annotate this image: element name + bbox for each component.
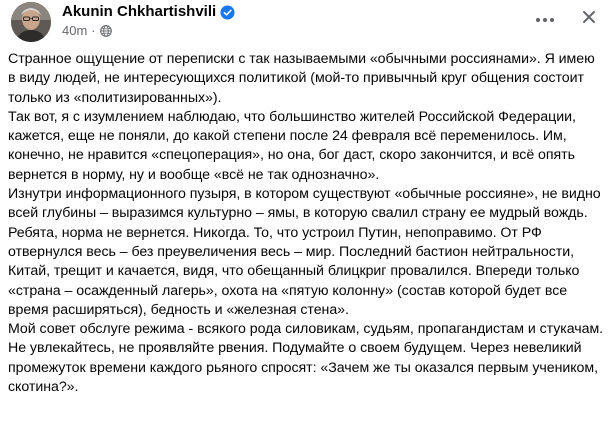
verified-badge-icon [220,5,235,20]
post-paragraph: Мой совет обслуге режима - всякого рода силовикам, судьям, пропагандистам и стукачам. Не увлекайтесь, не проявляйте рвения. Подумайте о своем будущем. Через невеликий промежуток времени каждого рьяного спросят: «Зачем же ты оказался первым учеником, скотина?». [8,321,604,396]
post-timestamp[interactable]: 40m [62,23,88,38]
globe-icon[interactable] [100,25,112,37]
meta-separator: · [91,23,96,38]
hide-post-button[interactable] [575,5,603,33]
author-avatar[interactable] [11,2,51,42]
author-name[interactable]: Akunin Chkhartishvili [62,3,217,20]
post-paragraph: Странное ощущение от переписки с так называемыми «обычными россиянами». Я имею в виду людей, не интересующихся политикой (мой-то привычный круг общения состоит только из «политизированных»). [8,51,595,106]
close-icon [582,10,596,29]
post-paragraph: Ребята, норма не вернется. Никогда. То, что устроил Путин, непоправимо. От РФ отвернулся весь – без преувеличения весь – мир. Последний бастион нейтральности, Китай, трещит и качается, видя, что обещанный блицкриг провалился. Впереди только «страна – осажденный лагерь», охота на «пятую колонну» (состав которой будет все время расширяться), бедность и «железная стена». [8,224,580,318]
post-header [0,0,611,44]
avatar-photo [11,2,51,42]
post-options-button[interactable] [531,5,559,33]
post-paragraph: Так вот, я с изумлением наблюдаю, что большинство жителей Российской Федерации, кажется, еще не поняли, до какой степени после 24 февраля всё переменилось. Им, конечно, не нравится «спецоперация», но она, бог даст, скоро закончится, и всё опять вернется в норму, ну и вообще «всё не так однозначно». [8,108,576,183]
post-text [8,50,606,397]
post-meta [62,23,112,39]
more-horizontal-icon [535,10,555,28]
post-paragraph: Изнутри информационного пузыря, в котором существуют «обычные россияне», не видно всей глубины – выразимся культурно – ямы, в которую свалил страну ее мудрый вождь. [8,186,601,222]
author-line [62,2,235,22]
